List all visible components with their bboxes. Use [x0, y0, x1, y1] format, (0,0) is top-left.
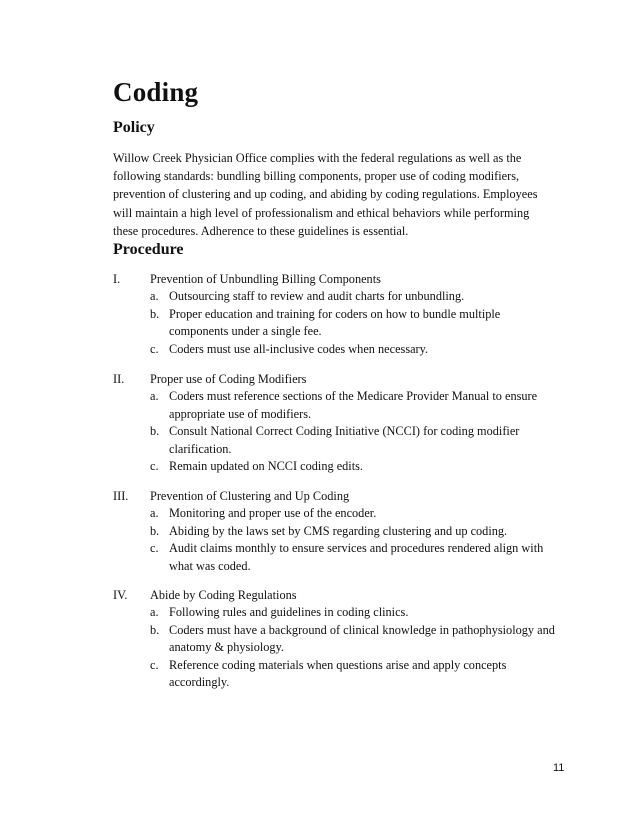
procedure-section-3 [113, 487, 573, 575]
list-item [113, 622, 573, 657]
item-text: appropriate use of modifiers. [169, 406, 312, 421]
procedure-section-1 [113, 270, 573, 358]
item-letter: c. [150, 657, 159, 672]
item-letter: b. [150, 306, 160, 321]
list-item [113, 341, 573, 359]
page-number: 11 [553, 762, 565, 774]
procedure-heading: Procedure [113, 241, 184, 258]
item-letter: b. [150, 424, 160, 438]
item-text: clarification. [169, 441, 232, 456]
item-text: Coders must reference sections of the Medicare Provider Manual to ensure [169, 389, 538, 403]
policy-line: these procedures. Adherence to these guidelines is essential. [113, 223, 409, 238]
policy-heading: Policy [113, 119, 155, 136]
policy-line: prevention of clustering and up coding, and abiding by coding regulations. Employees [113, 187, 538, 202]
item-text: Reference coding materials when questions arise and apply concepts [169, 657, 507, 672]
item-letter: b. [150, 523, 160, 538]
policy-line: will maintain a high level of professionalism and ethical behaviors while performing [113, 205, 530, 220]
item-text: Audit claims monthly to ensure services and procedures rendered align with [169, 541, 544, 555]
item-text: what was coded. [169, 558, 251, 573]
policy-line: following standards: bundling billing components, proper use of coding modifiers, [113, 169, 520, 184]
item-text: anatomy & physiology. [169, 640, 284, 654]
item-letter: c. [150, 459, 159, 473]
list-item [113, 306, 573, 341]
item-text: Following rules and guidelines in coding clinics. [169, 605, 409, 619]
procedure-section-2 [113, 370, 573, 476]
section-numeral: III. [113, 489, 129, 503]
item-text: Coders must have a background of clinical knowledge in pathophysiology and [169, 622, 555, 637]
item-letter: a. [150, 389, 159, 403]
item-text: Monitoring and proper use of the encoder. [169, 506, 377, 520]
item-letter: b. [150, 622, 160, 637]
item-text: accordingly. [169, 675, 230, 689]
list-item [113, 288, 573, 306]
page-title: Coding [113, 77, 199, 107]
item-text: Remain updated on NCCI coding edits. [169, 459, 363, 473]
list-item [113, 458, 573, 476]
item-text: Proper education and training for coders on how to bundle multiple [169, 306, 501, 321]
list-item [113, 423, 573, 458]
section-title: Proper use of Coding Modifiers [150, 372, 307, 386]
section-numeral: II. [113, 372, 125, 386]
list-item [113, 523, 573, 541]
policy-line: Willow Creek Physician Office complies with the federal regulations as well as the [113, 151, 522, 165]
item-letter: a. [150, 605, 159, 619]
item-text: Coders must use all-inclusive codes when necessary. [169, 341, 429, 356]
list-item [113, 604, 573, 622]
section-title: Prevention of Unbundling Billing Components [150, 272, 381, 286]
section-numeral: IV. [113, 588, 128, 602]
list-item [113, 388, 573, 423]
item-text: Abiding by the laws set by CMS regarding clustering and up coding. [169, 523, 508, 538]
list-item [113, 540, 573, 575]
section-numeral: I. [113, 272, 121, 286]
item-letter: c. [150, 541, 159, 555]
item-letter: c. [150, 341, 159, 356]
section-title: Abide by Coding Regulations [150, 588, 297, 602]
section-title: Prevention of Clustering and Up Coding [150, 489, 350, 503]
item-text: components under a single fee. [169, 324, 322, 338]
item-text: Consult National Correct Coding Initiative (NCCI) for coding modifier [169, 424, 520, 438]
item-text: Outsourcing staff to review and audit charts for unbundling. [169, 289, 465, 303]
item-letter: a. [150, 506, 159, 520]
list-item [113, 657, 573, 692]
procedure-section-4 [113, 586, 573, 692]
policy-paragraph [113, 149, 553, 240]
item-letter: a. [150, 289, 159, 303]
list-item [113, 505, 573, 523]
